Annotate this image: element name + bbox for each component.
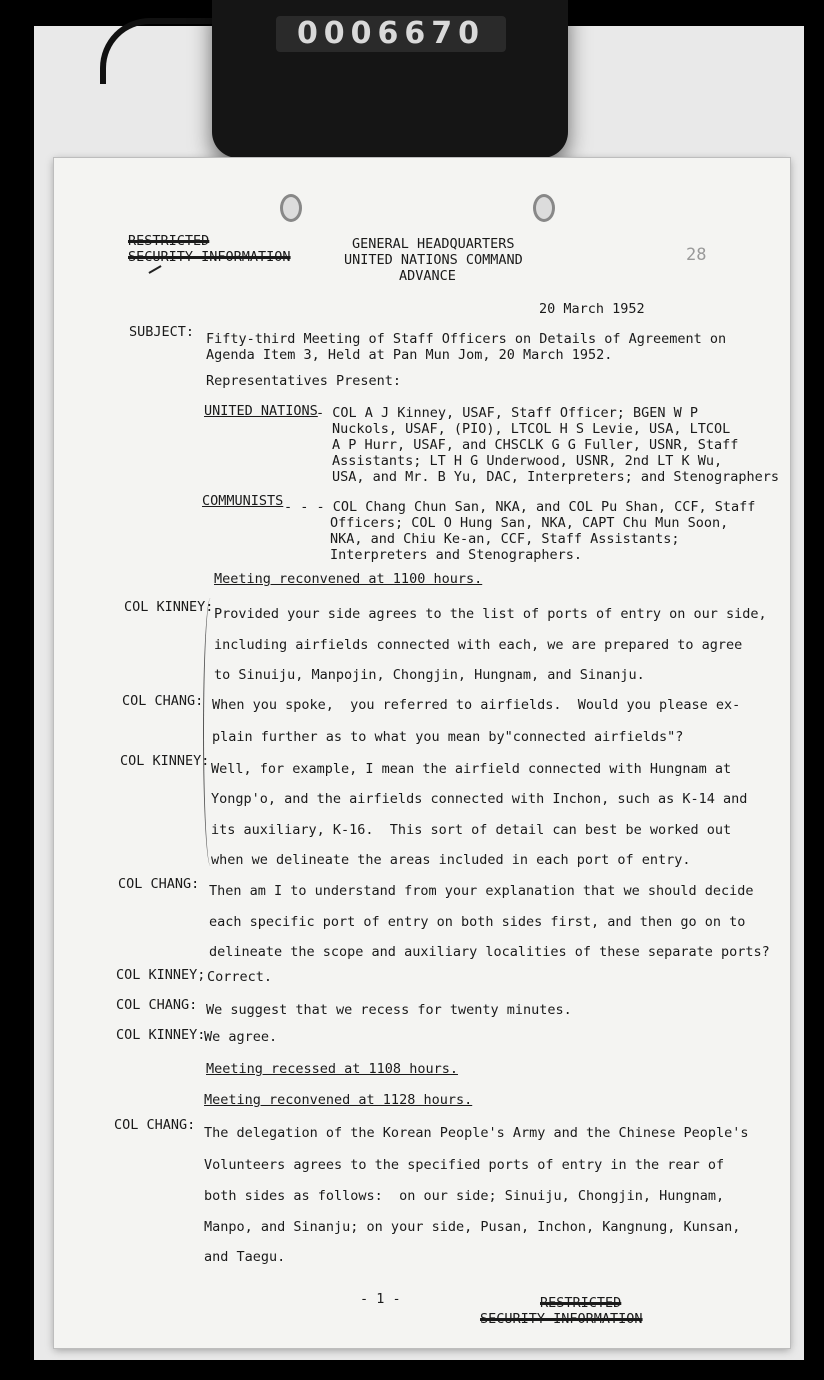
comm-line-2: Officers; COL O Hung San, NKA, CAPT Chu Mun Soon, [330,515,729,531]
speech-line: Then am I to understand from your explanation that we should decide [209,883,754,899]
speech-line: We agree. [204,1029,278,1045]
un-line-5: USA, and Mr. B Yu, DAC, Interpreters; and Stenographers [332,469,780,485]
classification-top-2: SECURITY INFORMATION [128,249,291,265]
speaker-label: COL CHANG: [114,1117,196,1133]
un-line-3: A P Hurr, USAF, and CHSCLK G G Fuller, USNR, Staff [332,437,739,453]
speech-line: when we delineate the areas included in each port of entry. [211,852,691,868]
frame-counter-device [212,0,568,158]
header-line-2: UNITED NATIONS COMMAND [344,252,523,268]
punch-hole-left [280,194,302,222]
note-reconvened-1128: Meeting reconvened at 1128 hours. [204,1092,473,1108]
page-number: - 1 - [360,1291,401,1307]
un-label: UNITED NATIONS [204,403,318,419]
speech-line: Manpo, and Sinanju; on your side, Pusan, Inchon, Kangnung, Kunsan, [204,1219,741,1235]
classification-top-1: RESTRICTED [128,233,210,249]
note-recessed-1108: Meeting recessed at 1108 hours. [206,1061,458,1077]
speaker-label: COL KINNEY: [120,753,210,769]
speech-line: Provided your side agrees to the list of ports of entry on our side, [214,606,767,622]
classification-bottom-2: SECURITY INFORMATION [480,1311,643,1327]
speaker-label: COL KINNEY: [124,599,214,615]
speech-line: its auxiliary, K-16. This sort of detail can best be worked out [211,822,732,838]
subject-label: SUBJECT: [129,324,195,340]
comm-label: COMMUNISTS [202,493,284,509]
un-line-1: - COL A J Kinney, USAF, Staff Officer; BGEN W P [316,405,699,421]
punch-hole-right [533,194,555,222]
speaker-label: COL KINNEY; [116,967,206,983]
speech-line: We suggest that we recess for twenty minutes. [206,1002,572,1018]
speech-line: including airfields connected with each, we are prepared to agree [214,637,743,653]
speech-line: to Sinuiju, Manpojin, Chongjin, Hungnam, and Sinanju. [214,667,645,683]
speech-line: plain further as to what you mean by"connected airfields"? [212,729,684,745]
subject-line-1: Fifty-third Meeting of Staff Officers on Details of Agreement on [206,331,727,347]
speech-line: each specific port of entry on both sides first, and then go on to [209,914,746,930]
classification-bottom-1: RESTRICTED [540,1295,622,1311]
speaker-label: COL CHANG: [118,876,200,892]
speech-line: Yongp'o, and the airfields connected with Inchon, such as K-14 and [211,791,748,807]
speaker-label: COL CHANG: [122,693,204,709]
page-mark: 28 [686,245,707,265]
speech-line: Volunteers agrees to the specified ports of entry in the rear of [204,1157,725,1173]
note-reconvened-1100: Meeting reconvened at 1100 hours. [214,571,483,587]
speech-line: Well, for example, I mean the airfield connected with Hungnam at [211,761,732,777]
speech-line: The delegation of the Korean People's Army and the Chinese People's [204,1125,749,1141]
comm-line-3: NKA, and Chiu Ke-an, CCF, Staff Assistants; [330,531,680,547]
document-page [54,158,790,1348]
speech-line: delineate the scope and auxiliary localities of these separate ports? [209,944,770,960]
un-line-4: Assistants; LT H G Underwood, USNR, 2nd LT K Wu, [332,453,723,469]
speaker-label: COL CHANG: [116,997,198,1013]
un-line-2: Nuckols, USAF, (PIO), LTCOL H S Levie, USA, LTCOL [332,421,731,437]
header-line-3: ADVANCE [399,268,456,284]
speech-line: Correct. [207,969,273,985]
speech-line: and Taegu. [204,1249,286,1265]
subject-line-2: Agenda Item 3, Held at Pan Mun Jom, 20 March 1952. [206,347,613,363]
document-date: 20 March 1952 [539,301,645,317]
reps-heading: Representatives Present: [206,373,402,389]
comm-line-4: Interpreters and Stenographers. [330,547,582,563]
header-line-1: GENERAL HEADQUARTERS [352,236,515,252]
speech-line: When you spoke, you referred to airfields. Would you please ex- [212,697,741,713]
speech-line: both sides as follows: on our side; Sinuiju, Chongjin, Hungnam, [204,1188,725,1204]
speaker-label: COL KINNEY: [116,1027,206,1043]
comm-line-1: - - - COL Chang Chun San, NKA, and COL Pu Shan, CCF, Staff [284,499,756,515]
frame-counter: 0006670 [276,16,506,52]
